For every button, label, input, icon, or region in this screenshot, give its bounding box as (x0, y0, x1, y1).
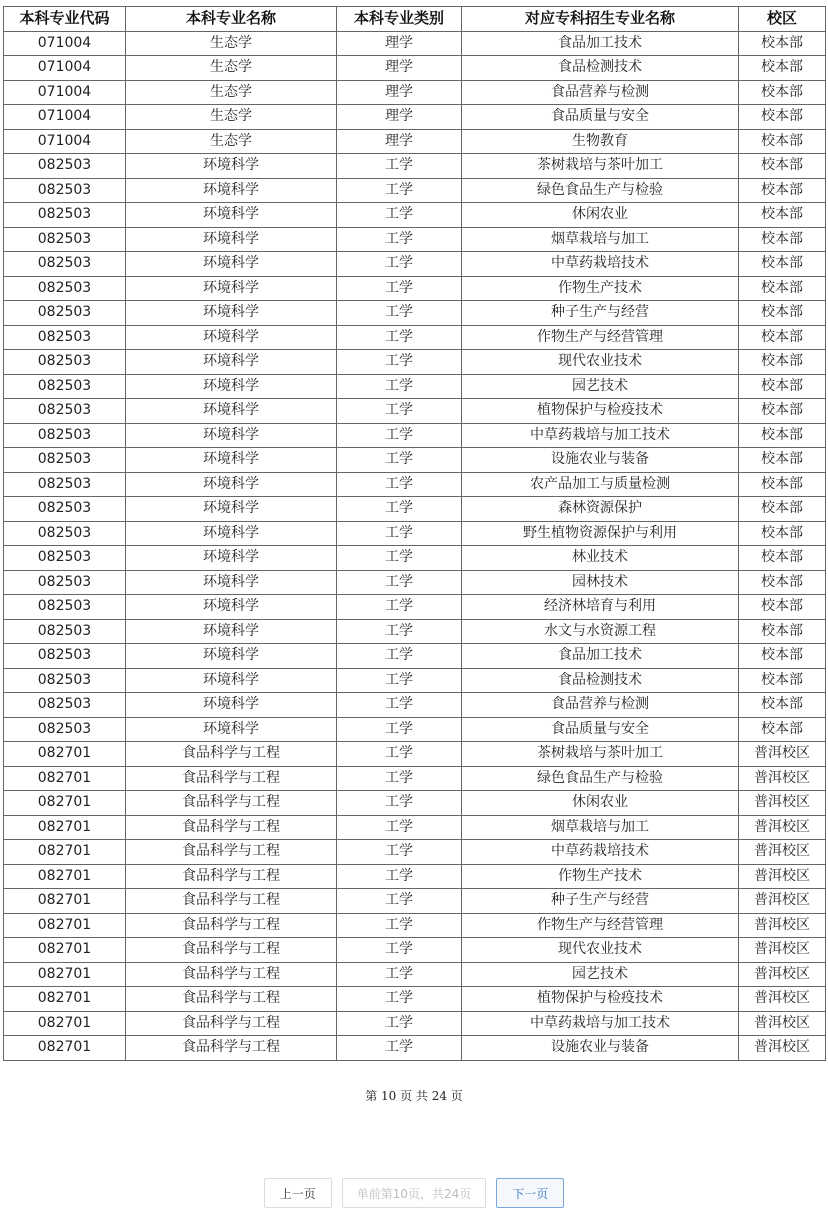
cell-junior-major: 设施农业与装备 (462, 1036, 739, 1061)
pagination (0, 1178, 828, 1208)
cell-major-category: 工学 (337, 276, 462, 301)
cell-major-code: 082503 (4, 252, 126, 277)
cell-junior-major: 烟草栽培与加工 (462, 815, 739, 840)
cell-major-code: 071004 (4, 105, 126, 130)
cell-major-name: 环境科学 (126, 154, 337, 179)
table-row (4, 938, 826, 963)
cell-major-category: 工学 (337, 374, 462, 399)
cell-major-name: 环境科学 (126, 693, 337, 718)
cell-major-category: 工学 (337, 913, 462, 938)
cell-campus: 普洱校区 (739, 864, 826, 889)
cell-major-category: 工学 (337, 864, 462, 889)
cell-major-category: 理学 (337, 80, 462, 105)
cell-major-category: 工学 (337, 546, 462, 571)
cell-major-name: 环境科学 (126, 619, 337, 644)
cell-junior-major: 园艺技术 (462, 962, 739, 987)
cell-campus: 校本部 (739, 693, 826, 718)
cell-major-code: 082503 (4, 668, 126, 693)
table-body (4, 31, 826, 1060)
table-row (4, 595, 826, 620)
cell-major-name: 环境科学 (126, 374, 337, 399)
cell-major-name: 食品科学与工程 (126, 742, 337, 767)
cell-major-code: 082701 (4, 962, 126, 987)
cell-major-code: 082701 (4, 938, 126, 963)
cell-major-category: 工学 (337, 1036, 462, 1061)
cell-junior-major: 食品加工技术 (462, 31, 739, 56)
cell-campus: 普洱校区 (739, 1011, 826, 1036)
cell-campus: 校本部 (739, 570, 826, 595)
cell-major-code: 082503 (4, 227, 126, 252)
cell-major-category: 工学 (337, 521, 462, 546)
cell-campus: 校本部 (739, 154, 826, 179)
cell-major-category: 工学 (337, 717, 462, 742)
table-row (4, 80, 826, 105)
cell-major-name: 生态学 (126, 56, 337, 81)
cell-major-category: 工学 (337, 668, 462, 693)
cell-campus: 校本部 (739, 668, 826, 693)
cell-major-code: 082503 (4, 276, 126, 301)
header-campus: 校区 (739, 7, 826, 32)
cell-major-code: 082503 (4, 570, 126, 595)
cell-major-category: 工学 (337, 448, 462, 473)
cell-major-category: 工学 (337, 938, 462, 963)
cell-junior-major: 食品检测技术 (462, 56, 739, 81)
cell-major-category: 工学 (337, 423, 462, 448)
cell-major-code: 082503 (4, 595, 126, 620)
cell-major-code: 082503 (4, 521, 126, 546)
cell-major-name: 环境科学 (126, 448, 337, 473)
cell-major-name: 食品科学与工程 (126, 1011, 337, 1036)
cell-major-category: 工学 (337, 570, 462, 595)
table-row (4, 913, 826, 938)
cell-campus: 校本部 (739, 472, 826, 497)
cell-junior-major: 森林资源保护 (462, 497, 739, 522)
cell-major-code: 082701 (4, 987, 126, 1012)
cell-major-code: 082503 (4, 154, 126, 179)
table-row (4, 301, 826, 326)
cell-junior-major: 作物生产与经营管理 (462, 325, 739, 350)
cell-junior-major: 中草药栽培与加工技术 (462, 1011, 739, 1036)
cell-major-code: 082503 (4, 546, 126, 571)
table-row (4, 815, 826, 840)
cell-campus: 校本部 (739, 374, 826, 399)
cell-major-category: 工学 (337, 1011, 462, 1036)
cell-major-category: 工学 (337, 301, 462, 326)
cell-campus: 普洱校区 (739, 938, 826, 963)
cell-major-category: 工学 (337, 766, 462, 791)
table-row (4, 178, 826, 203)
cell-campus: 普洱校区 (739, 962, 826, 987)
cell-junior-major: 种子生产与经营 (462, 889, 739, 914)
cell-campus: 校本部 (739, 399, 826, 424)
cell-major-category: 工学 (337, 693, 462, 718)
cell-campus: 普洱校区 (739, 742, 826, 767)
cell-campus: 普洱校区 (739, 1036, 826, 1061)
cell-major-code: 082701 (4, 766, 126, 791)
cell-campus: 普洱校区 (739, 766, 826, 791)
cell-junior-major: 茶树栽培与茶叶加工 (462, 154, 739, 179)
cell-major-code: 082503 (4, 644, 126, 669)
cell-major-code: 071004 (4, 129, 126, 154)
majors-table (3, 6, 826, 1061)
cell-campus: 校本部 (739, 276, 826, 301)
table-row (4, 864, 826, 889)
cell-junior-major: 野生植物资源保护与利用 (462, 521, 739, 546)
cell-major-code: 082701 (4, 815, 126, 840)
cell-major-name: 生态学 (126, 80, 337, 105)
cell-major-category: 工学 (337, 325, 462, 350)
cell-major-code: 082503 (4, 374, 126, 399)
cell-campus: 校本部 (739, 717, 826, 742)
cell-major-name: 环境科学 (126, 644, 337, 669)
table-row (4, 497, 826, 522)
cell-junior-major: 农产品加工与质量检测 (462, 472, 739, 497)
cell-major-code: 082503 (4, 619, 126, 644)
cell-junior-major: 绿色食品生产与检验 (462, 766, 739, 791)
table-row (4, 31, 826, 56)
table-row (4, 56, 826, 81)
table-row (4, 717, 826, 742)
cell-major-code: 082701 (4, 742, 126, 767)
cell-campus: 校本部 (739, 619, 826, 644)
table-row (4, 203, 826, 228)
cell-major-code: 071004 (4, 80, 126, 105)
table-row (4, 399, 826, 424)
cell-major-category: 工学 (337, 619, 462, 644)
cell-major-category: 工学 (337, 742, 462, 767)
table-row (4, 105, 826, 130)
cell-junior-major: 休闲农业 (462, 791, 739, 816)
cell-campus: 校本部 (739, 350, 826, 375)
cell-major-code: 082503 (4, 399, 126, 424)
cell-major-name: 环境科学 (126, 350, 337, 375)
page-status: 单前第10页，共24页 (342, 1178, 487, 1208)
cell-junior-major: 植物保护与检疫技术 (462, 399, 739, 424)
table-row (4, 448, 826, 473)
cell-junior-major: 现代农业技术 (462, 350, 739, 375)
cell-junior-major: 食品检测技术 (462, 668, 739, 693)
table-row (4, 546, 826, 571)
cell-campus: 校本部 (739, 546, 826, 571)
cell-major-name: 食品科学与工程 (126, 938, 337, 963)
cell-major-category: 工学 (337, 840, 462, 865)
cell-major-name: 环境科学 (126, 546, 337, 571)
cell-major-category: 工学 (337, 791, 462, 816)
table-header-row (4, 7, 826, 32)
cell-campus: 校本部 (739, 521, 826, 546)
header-junior-major: 对应专科招生专业名称 (462, 7, 739, 32)
cell-major-category: 理学 (337, 105, 462, 130)
cell-major-category: 工学 (337, 178, 462, 203)
cell-major-category: 工学 (337, 472, 462, 497)
cell-major-category: 工学 (337, 350, 462, 375)
cell-campus: 校本部 (739, 595, 826, 620)
cell-major-code: 071004 (4, 56, 126, 81)
cell-junior-major: 作物生产技术 (462, 864, 739, 889)
cell-major-name: 生态学 (126, 105, 337, 130)
cell-major-category: 理学 (337, 31, 462, 56)
table-row (4, 129, 826, 154)
cell-campus: 校本部 (739, 80, 826, 105)
cell-campus: 校本部 (739, 178, 826, 203)
table-row (4, 668, 826, 693)
table-row (4, 325, 826, 350)
cell-campus: 校本部 (739, 56, 826, 81)
table-row (4, 423, 826, 448)
cell-junior-major: 生物教育 (462, 129, 739, 154)
table-row (4, 227, 826, 252)
cell-major-code: 082503 (4, 350, 126, 375)
cell-junior-major: 中草药栽培技术 (462, 252, 739, 277)
cell-junior-major: 中草药栽培技术 (462, 840, 739, 865)
cell-major-category: 工学 (337, 815, 462, 840)
cell-major-category: 工学 (337, 595, 462, 620)
cell-major-name: 环境科学 (126, 423, 337, 448)
cell-campus: 普洱校区 (739, 913, 826, 938)
cell-major-name: 食品科学与工程 (126, 864, 337, 889)
cell-junior-major: 休闲农业 (462, 203, 739, 228)
cell-junior-major: 园林技术 (462, 570, 739, 595)
cell-campus: 校本部 (739, 301, 826, 326)
cell-junior-major: 现代农业技术 (462, 938, 739, 963)
cell-junior-major: 中草药栽培与加工技术 (462, 423, 739, 448)
cell-campus: 校本部 (739, 203, 826, 228)
cell-junior-major: 食品营养与检测 (462, 693, 739, 718)
cell-major-name: 食品科学与工程 (126, 962, 337, 987)
cell-major-name: 环境科学 (126, 227, 337, 252)
header-major-code: 本科专业代码 (4, 7, 126, 32)
table-row (4, 374, 826, 399)
table-row (4, 791, 826, 816)
cell-campus: 校本部 (739, 325, 826, 350)
cell-campus: 普洱校区 (739, 840, 826, 865)
cell-major-name: 环境科学 (126, 252, 337, 277)
table-row (4, 252, 826, 277)
cell-major-name: 食品科学与工程 (126, 815, 337, 840)
cell-major-code: 082503 (4, 325, 126, 350)
cell-campus: 校本部 (739, 227, 826, 252)
header-major-name: 本科专业名称 (126, 7, 337, 32)
cell-major-name: 环境科学 (126, 668, 337, 693)
cell-major-name: 食品科学与工程 (126, 791, 337, 816)
table-row (4, 276, 826, 301)
cell-campus: 校本部 (739, 644, 826, 669)
cell-campus: 校本部 (739, 423, 826, 448)
cell-major-name: 环境科学 (126, 595, 337, 620)
cell-major-category: 工学 (337, 962, 462, 987)
cell-major-code: 082503 (4, 693, 126, 718)
cell-major-code: 082503 (4, 301, 126, 326)
cell-major-code: 082701 (4, 864, 126, 889)
cell-major-name: 生态学 (126, 129, 337, 154)
table-row (4, 154, 826, 179)
cell-major-category: 工学 (337, 644, 462, 669)
cell-major-name: 食品科学与工程 (126, 889, 337, 914)
table-row (4, 840, 826, 865)
cell-major-name: 环境科学 (126, 178, 337, 203)
cell-major-code: 082503 (4, 203, 126, 228)
cell-major-name: 食品科学与工程 (126, 766, 337, 791)
cell-major-code: 082701 (4, 791, 126, 816)
cell-junior-major: 植物保护与检疫技术 (462, 987, 739, 1012)
table-row (4, 1011, 826, 1036)
table-row (4, 1036, 826, 1061)
cell-junior-major: 林业技术 (462, 546, 739, 571)
cell-major-code: 082503 (4, 717, 126, 742)
cell-junior-major: 水文与水资源工程 (462, 619, 739, 644)
cell-major-name: 食品科学与工程 (126, 1036, 337, 1061)
table-row (4, 472, 826, 497)
cell-junior-major: 食品质量与安全 (462, 105, 739, 130)
cell-junior-major: 食品质量与安全 (462, 717, 739, 742)
cell-major-name: 环境科学 (126, 325, 337, 350)
cell-major-category: 工学 (337, 399, 462, 424)
cell-campus: 普洱校区 (739, 791, 826, 816)
cell-campus: 校本部 (739, 129, 826, 154)
cell-major-name: 环境科学 (126, 472, 337, 497)
cell-major-category: 工学 (337, 203, 462, 228)
cell-campus: 校本部 (739, 31, 826, 56)
cell-major-name: 环境科学 (126, 301, 337, 326)
table-row (4, 350, 826, 375)
cell-major-code: 082503 (4, 497, 126, 522)
cell-major-category: 工学 (337, 889, 462, 914)
cell-junior-major: 作物生产技术 (462, 276, 739, 301)
cell-major-name: 环境科学 (126, 570, 337, 595)
cell-major-category: 理学 (337, 56, 462, 81)
cell-junior-major: 园艺技术 (462, 374, 739, 399)
cell-major-category: 理学 (337, 129, 462, 154)
cell-major-category: 工学 (337, 987, 462, 1012)
cell-major-category: 工学 (337, 154, 462, 179)
cell-major-code: 082503 (4, 178, 126, 203)
table-row (4, 962, 826, 987)
table-row (4, 987, 826, 1012)
table-row (4, 766, 826, 791)
cell-major-name: 环境科学 (126, 276, 337, 301)
cell-junior-major: 绿色食品生产与检验 (462, 178, 739, 203)
table-row (4, 570, 826, 595)
page-info: 第 10 页 共 24 页 (365, 1089, 463, 1103)
cell-campus: 普洱校区 (739, 815, 826, 840)
cell-major-code: 082701 (4, 889, 126, 914)
cell-junior-major: 设施农业与装备 (462, 448, 739, 473)
cell-major-name: 环境科学 (126, 521, 337, 546)
cell-junior-major: 作物生产与经营管理 (462, 913, 739, 938)
cell-major-name: 食品科学与工程 (126, 840, 337, 865)
next-page-button[interactable]: 下一页 (496, 1178, 564, 1208)
header-major-category: 本科专业类别 (337, 7, 462, 32)
cell-junior-major: 经济林培育与利用 (462, 595, 739, 620)
table-row (4, 644, 826, 669)
cell-major-name: 食品科学与工程 (126, 913, 337, 938)
cell-major-code: 082503 (4, 472, 126, 497)
cell-campus: 校本部 (739, 252, 826, 277)
cell-major-category: 工学 (337, 497, 462, 522)
cell-campus: 普洱校区 (739, 987, 826, 1012)
cell-major-code: 082701 (4, 1036, 126, 1061)
cell-major-code: 082701 (4, 913, 126, 938)
cell-campus: 普洱校区 (739, 889, 826, 914)
table-row (4, 619, 826, 644)
cell-campus: 校本部 (739, 105, 826, 130)
cell-junior-major: 种子生产与经营 (462, 301, 739, 326)
cell-junior-major: 茶树栽培与茶叶加工 (462, 742, 739, 767)
cell-major-name: 食品科学与工程 (126, 987, 337, 1012)
table-row (4, 521, 826, 546)
table-row (4, 742, 826, 767)
cell-major-name: 环境科学 (126, 497, 337, 522)
cell-major-name: 生态学 (126, 31, 337, 56)
cell-campus: 校本部 (739, 448, 826, 473)
table-row (4, 889, 826, 914)
prev-page-button[interactable]: 上一页 (264, 1178, 332, 1208)
table-row (4, 693, 826, 718)
cell-major-code: 071004 (4, 31, 126, 56)
cell-junior-major: 烟草栽培与加工 (462, 227, 739, 252)
cell-junior-major: 食品加工技术 (462, 644, 739, 669)
cell-major-name: 环境科学 (126, 399, 337, 424)
cell-campus: 校本部 (739, 497, 826, 522)
cell-major-code: 082701 (4, 1011, 126, 1036)
cell-major-code: 082701 (4, 840, 126, 865)
cell-major-code: 082503 (4, 448, 126, 473)
cell-major-category: 工学 (337, 252, 462, 277)
cell-major-name: 环境科学 (126, 203, 337, 228)
cell-major-category: 工学 (337, 227, 462, 252)
cell-major-code: 082503 (4, 423, 126, 448)
cell-junior-major: 食品营养与检测 (462, 80, 739, 105)
cell-major-name: 环境科学 (126, 717, 337, 742)
